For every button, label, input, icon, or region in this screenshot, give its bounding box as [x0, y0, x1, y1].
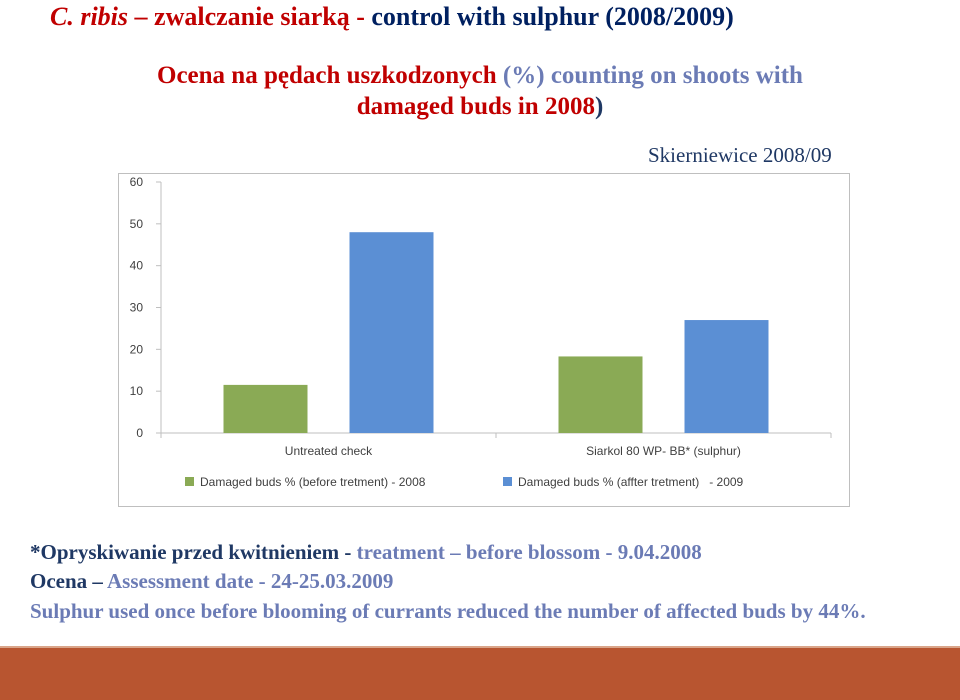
slide-title — [50, 2, 930, 32]
note-treatment — [30, 540, 702, 565]
slide-subtitle — [40, 60, 920, 122]
bar-chart — [118, 173, 850, 507]
subtitle-close-paren: ) — [594, 93, 604, 120]
y-tick-label: 10 — [129, 384, 143, 399]
y-tick-label: 40 — [129, 258, 143, 273]
legend-swatch — [503, 477, 512, 486]
legend-swatch — [185, 477, 194, 486]
chart-svg — [119, 174, 851, 508]
note-conclusion: Sulphur used once before blooming of currants reduced the number of affected buds by 44%. — [30, 599, 866, 623]
y-tick-label: 60 — [129, 175, 143, 189]
x-tick-label: Untreated check — [284, 444, 373, 458]
location-label: Skierniewice 2008/09 — [648, 143, 832, 167]
subtitle-english-1: counting on shoots with — [550, 62, 803, 89]
note-assessment-pl: Ocena – — [30, 569, 103, 593]
note-assessment — [30, 569, 393, 594]
subtitle-percent: (%) — [502, 62, 545, 89]
footer-band — [0, 648, 960, 700]
note-treatment-pl: *Opryskiwanie przed kwitnieniem - — [30, 540, 352, 564]
legend-label: Damaged buds % (before tretment) - 2008 — [200, 475, 426, 489]
y-tick-label: 20 — [129, 342, 143, 357]
y-tick-label: 50 — [129, 216, 143, 231]
y-tick-label: 0 — [136, 426, 143, 440]
title-english: control with sulphur (2008/2009) — [371, 2, 734, 31]
bar — [350, 232, 434, 433]
subtitle-english-2: damaged buds in 2008 — [356, 93, 595, 120]
note-treatment-en: treatment – before blossom - 9.04.2008 — [356, 540, 702, 564]
title-polish: – zwalczanie siarką - — [134, 2, 365, 31]
bar — [559, 356, 643, 433]
note-assessment-en: Assessment date - 24-25.03.2009 — [107, 569, 394, 593]
x-tick-label: Siarkol 80 WP- BB* (sulphur) — [586, 444, 741, 458]
y-tick-label: 30 — [129, 300, 143, 315]
subtitle-polish: Ocena na pędach uszkodzonych — [157, 62, 497, 89]
bar — [224, 385, 308, 433]
legend-label: Damaged buds % (affter tretment) - 2009 — [518, 475, 744, 489]
title-species: C. ribis — [50, 2, 129, 31]
bar — [685, 320, 769, 433]
